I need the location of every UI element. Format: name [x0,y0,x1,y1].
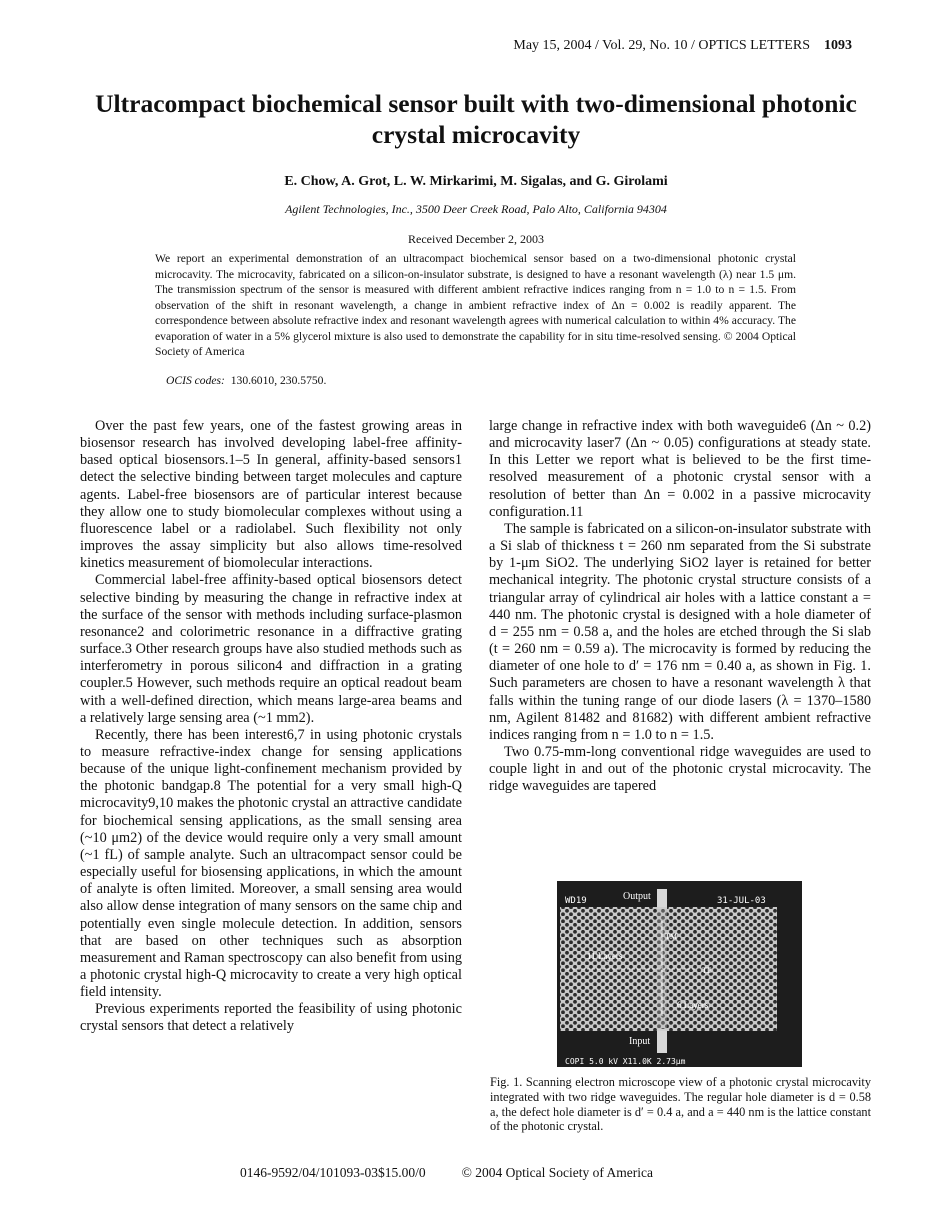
author-list: E. Chow, A. Grot, L. W. Mirkarimi, M. Sigalas, and G. Girolami [284,174,668,189]
figure-label-date: 31-JUL-03 [717,896,766,906]
figure-label-input: Input [629,1036,651,1047]
affiliation: Agilent Technologies, Inc., 3500 Deer Creek Road, Palo Alto, California 94304 [285,202,667,216]
abstract: We report an experimental demonstration of an ultracompact biochemical sensor based on a two-dimensional photonic crystal microcavity. The microcavity, fabricated on a silicon-on-insulator substrate, is designed to have a resonant wavelength (λ) near 1.5 μm. The transmission spectrum of the sensor is measured with different ambient refractive indices ranging from n = 1.0 to n = 1.5. From observation of the shift in resonant wavelength, a change in ambient refractive index of Δn = 0.002 is readily apparent. The correspondence between absolute refractive index and resonant wavelength agrees with numerical calculation to within 4% accuracy. The evaporation of water in a 5% glycerol mixture is also used to demonstrate the capability for in situ time-resolved sensing. © 2004 Optical Society of America [155,252,796,358]
figure-label-scale: COPI 5.0 kV X11.0K 2.73μm [565,1057,686,1066]
figure-label-wd: WD19 [565,896,587,906]
paragraph: Previous experiments reported the feasibility of using photonic crystal sensors that detect a relatively [80,1001,462,1035]
figure-label-tm: TM [665,932,677,941]
received-date: Received December 2, 2003 [408,232,544,246]
right-column [489,418,871,795]
footer-copyright: © 2004 Optical Society of America [461,1165,653,1180]
paragraph: large change in refractive index with both waveguide6 (Δn ~ 0.2) and microcavity laser7 (Δn ~ 0.05) configurations at steady state. In this Letter we report what is believed to be the first time-resolved measurement of a photonic crystal sensor with a resolution of better than Δn = 0.002 in a passive microcavity configuration.11 [489,418,871,520]
figure-caption: Fig. 1. Scanning electron microscope view of a photonic crystal microcavity integrated with two ridge waveguides. The regular hole diameter is d = 0.58 a, the defect hole diameter is d′ = 0.4 a, and a = 440 nm is the lattice constant of the photonic crystal. [490,1075,871,1134]
sem-figure [557,881,802,1067]
page-footer [240,1165,653,1181]
figure-label-te: TE [702,966,712,975]
paragraph: Over the past few years, one of the fastest growing areas in biosensor research has involved developing label-free affinity-based optical biosensors.1–5 In general, affinity-based sensors1 detect the selective binding between target molecules and capture agents. Label-free biosensors are of particular interest because they allow one to study biomolecular complexes without using a fluorescence label or a radiolabel. Such flexibility not only improves the assay simplicity but also allows time-resolved kinetics measurement of biomolecular interactions. [80,418,462,572]
ocis-values: 130.6010, 230.5750. [230,374,327,387]
ocis-codes [166,374,326,387]
running-header [513,38,852,54]
paragraph: Recently, there has been interest6,7 in using photonic crystals to measure refractive-index change for sensing applications because of the unique light-confinement mechanism provided by the photonic bandgap.8 The potential for a very small high-Q microcavity9,10 makes the photonic crystal an attractive candidate for biochemical sensing applications, as the small sensing area (~10 μm2) of the device would require only a very small amount (~1 fL) of sample analyte. Such an ultracompact sensor could be especially useful for biosensing applications, in which the amount of analyte is often limited. Moreover, a small sensing area would also allow dense integration of many sensors on the same chip and potentially even single molecule detection. In addition, sensors that are based on other techniques such as absorption measurement and Raman spectroscopy can also benefit from using a photonic crystal high-Q microcavity to create a very high optical field intensity. [80,726,462,1001]
paragraph: Two 0.75-mm-long conventional ridge waveguides are used to couple light in and out of the photonic crystal microcavity. The ridge waveguides are tapered [489,743,871,795]
paragraph: Commercial label-free affinity-based optical biosensors detect selective binding by measuring the change in refractive index at the surface of the sensor with methods including surface-plasmon resonance2 and colorimetric resonance in a diffractive grating surface.3 Other research groups have also studied methods such as interferometry in porous silicon4 and diffraction in a grating coupler.5 However, such methods require an optical readout beam with a well-defined direction, which means large-area beams and a relatively large sensing area (~1 mm2). [80,572,462,726]
paper-title: Ultracompact biochemical sensor built with two-dimensional photonic crystal microcavity [95,89,857,149]
figure-label-output: Output [623,891,651,902]
figure-label-11-layers: 11 Layers [587,951,623,961]
page-number: 1093 [824,38,852,53]
left-column [80,418,462,1036]
footer-code: 0146-9592/04/101093-03$15.00/0 [240,1165,426,1180]
journal-info: May 15, 2004 / Vol. 29, No. 10 / OPTICS LETTERS [513,38,810,53]
ocis-label: OCIS codes: [166,374,225,387]
paragraph: The sample is fabricated on a silicon-on-insulator substrate with a Si slab of thickness t = 260 nm separated from the Si substrate by 1-μm SiO2. The underlying SiO2 layer is retained for better mechanical integrity. The photonic crystal structure consists of a triangular array of cylindrical air holes with a lattice constant a = 440 nm. The photonic crystal is designed with a hole diameter of d = 255 nm = 0.58 a, and the holes are etched through the Si slab (t = 260 nm = 0.59 a). The microcavity is formed by reducing the diameter of one hole to d′ = 176 nm = 0.40 a, as shown in Fig. 1. Such parameters are chosen to have a resonant wavelength λ that falls within the tuning range of our diode lasers (λ = 1370–1580 nm, Agilent 81482 and 81682) with different ambient refractive indices ranging from n = 1.0 to n = 1.5. [489,520,871,743]
sem-image [557,881,802,1067]
figure-label-6-layers: 6 Layers [677,1000,709,1010]
